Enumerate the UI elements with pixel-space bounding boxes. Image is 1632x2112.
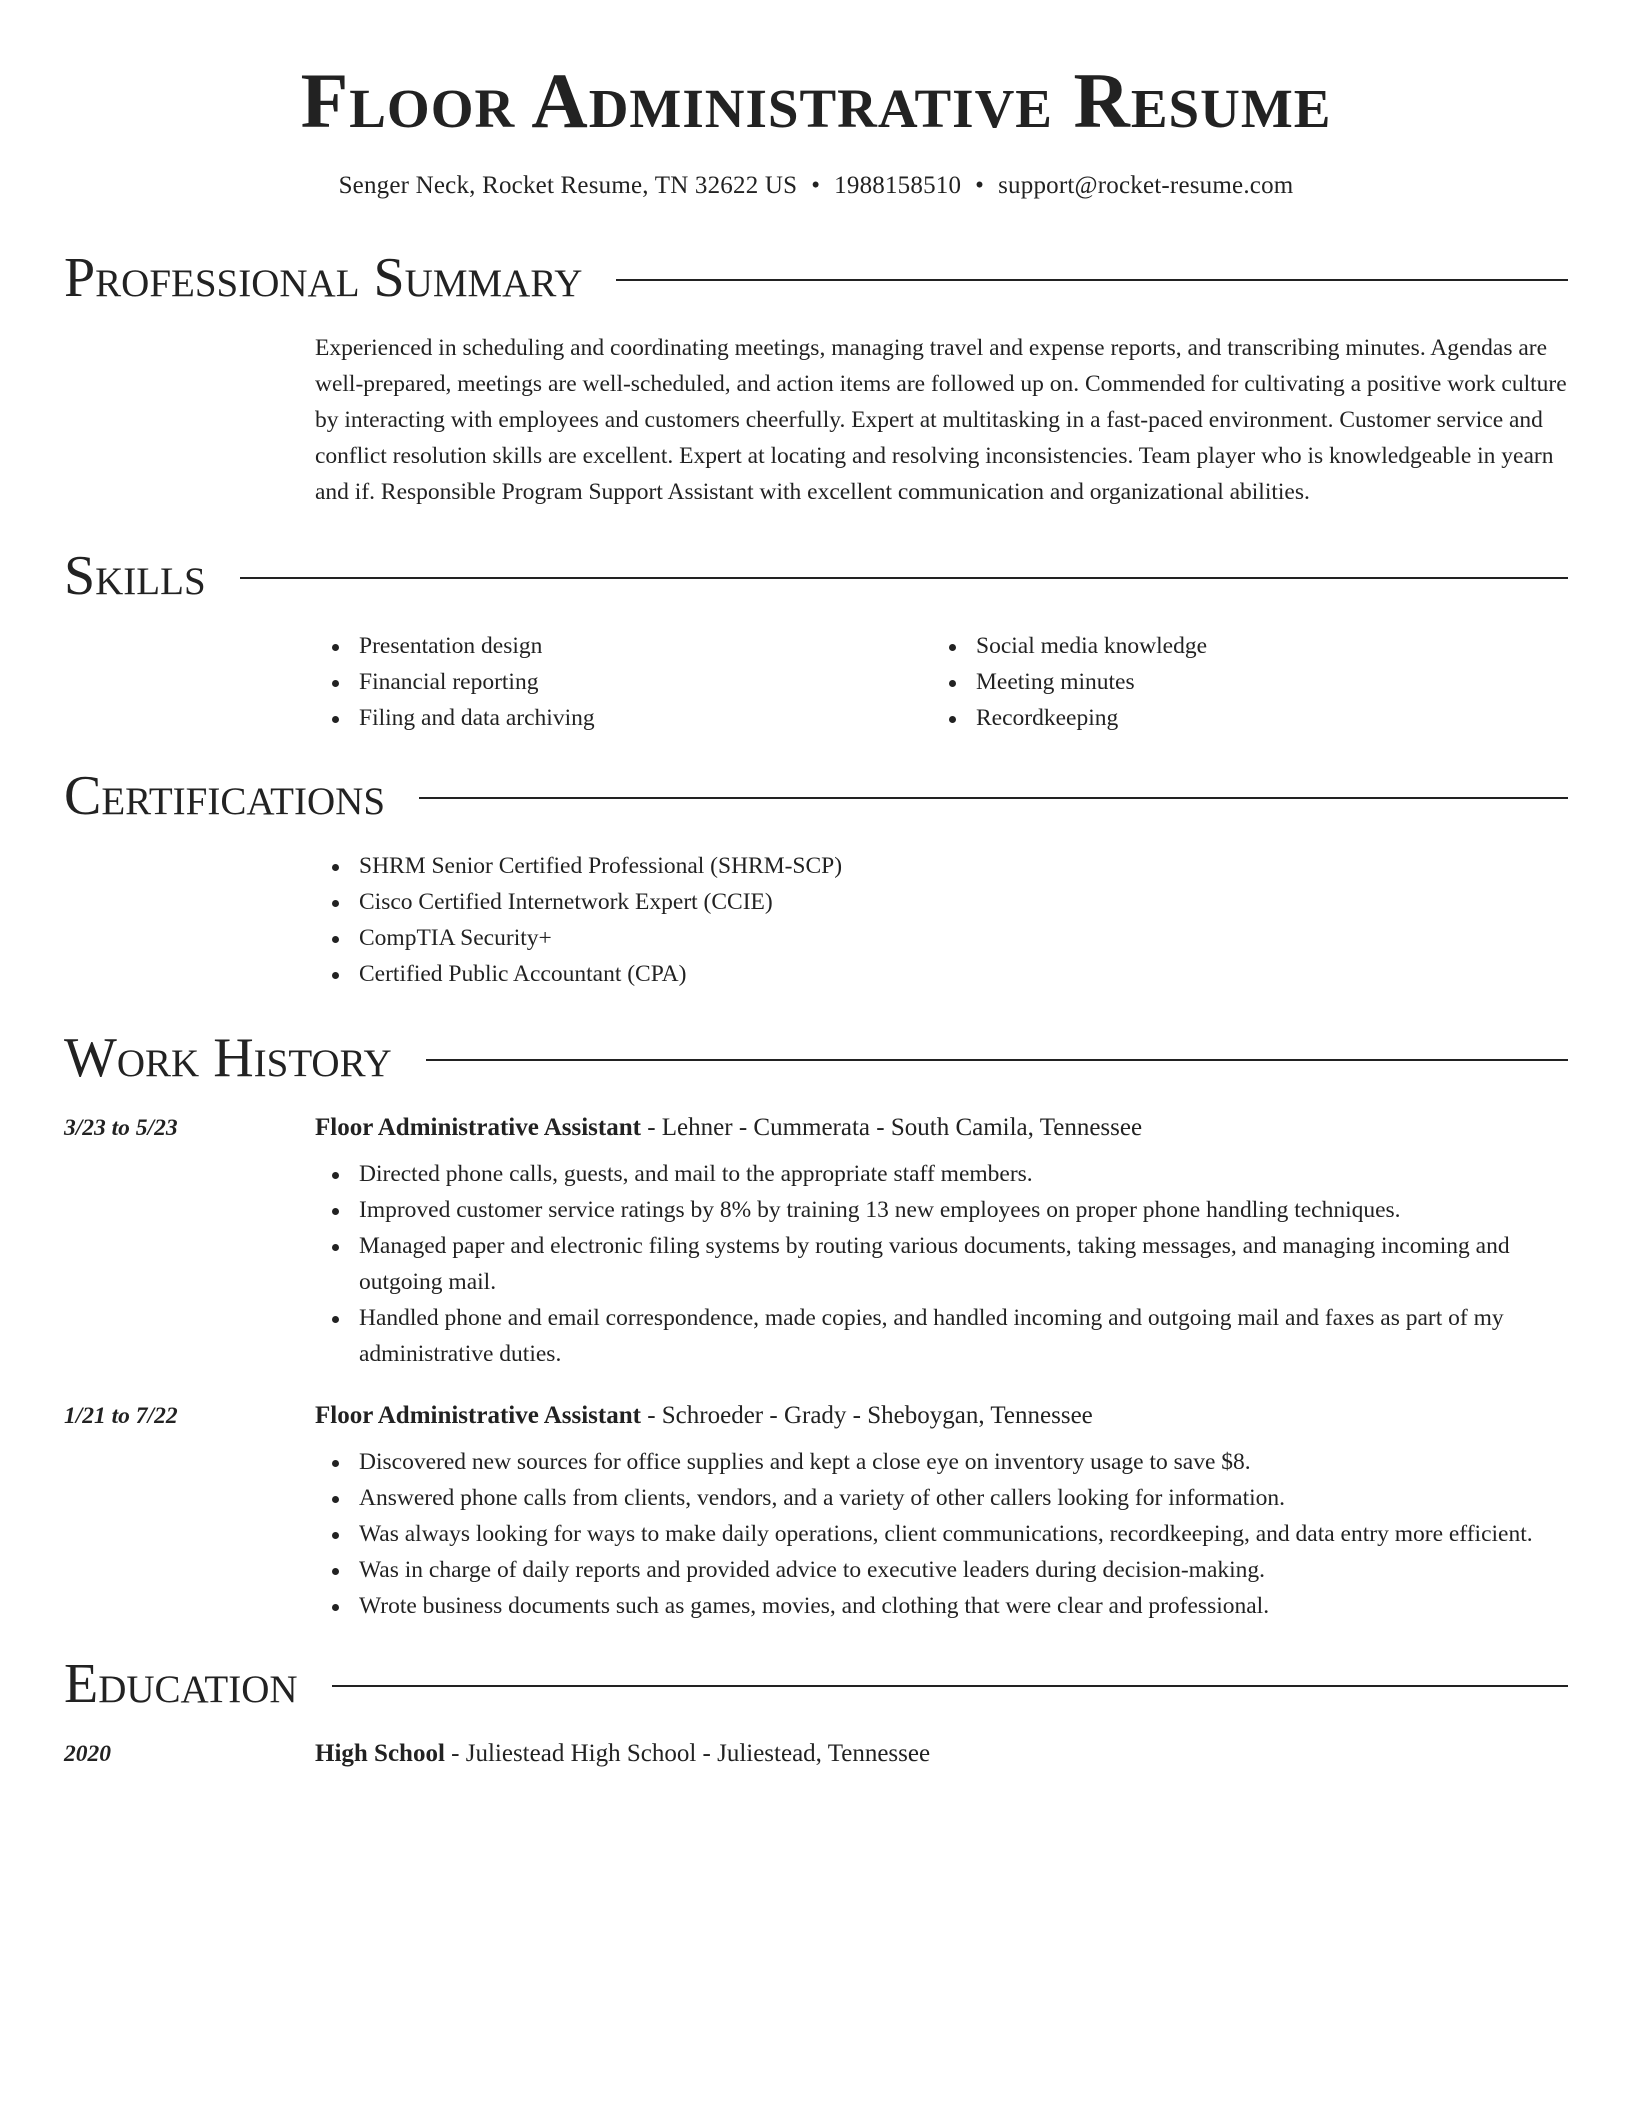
skill-item: Financial reporting: [315, 664, 932, 700]
section-divider: [419, 797, 1568, 799]
contact-phone: 1988158510: [834, 172, 962, 199]
summary-section: [64, 247, 1568, 510]
education-heading: Education: [64, 1653, 298, 1715]
certifications-section: [64, 765, 1568, 992]
education-degree: High School: [315, 1740, 445, 1767]
skills-column-right: [932, 628, 1549, 736]
contact-address: Senger Neck, Rocket Resume, TN 32622 US: [338, 172, 798, 199]
job-bullet: Was always looking for ways to make daily operations, client communications, recordkeeping, and data entry more efficient.: [315, 1516, 1568, 1552]
job-role: [315, 1402, 1093, 1430]
job-date: 1/21 to 7/22: [64, 1403, 178, 1429]
skills-list: [315, 628, 1568, 736]
section-divider: [426, 1059, 1568, 1061]
section-heading: [64, 765, 1568, 827]
contact-separator: •: [811, 172, 821, 199]
education-section: [64, 1653, 1568, 1768]
skills-column-left: [315, 628, 932, 736]
skill-item: Recordkeeping: [932, 700, 1549, 736]
skill-item: Filing and data archiving: [315, 700, 932, 736]
section-heading: [64, 247, 1568, 309]
job-header: [64, 1402, 1568, 1430]
job-bullet: Discovered new sources for office supplies and kept a close eye on inventory usage to save $8.: [315, 1444, 1568, 1480]
job-bullets: [315, 1444, 1568, 1624]
job-bullet: Improved customer service ratings by 8% by training 13 new employees on proper phone handling techniques.: [315, 1192, 1568, 1228]
resume-title: Floor Administrative Resume: [300, 57, 1332, 144]
resume-page: [64, 0, 1568, 1768]
job-employer: - Lehner - Cummerata - South Camila, Tennessee: [640, 1114, 1143, 1141]
certification-item: SHRM Senior Certified Professional (SHRM-SCP): [315, 848, 1568, 884]
job-bullet: Was in charge of daily reports and provided advice to executive leaders during decision-making.: [315, 1552, 1568, 1588]
section-heading: [64, 1027, 1568, 1089]
skills-heading: Skills: [64, 545, 206, 607]
job-bullet: Wrote business documents such as games, movies, and clothing that were clear and professional.: [315, 1588, 1568, 1624]
job-employer: - Schroeder - Grady - Sheboygan, Tennessee: [640, 1402, 1093, 1429]
job-date: 3/23 to 5/23: [64, 1115, 178, 1141]
skills-section: [64, 545, 1568, 736]
contact-email: support@rocket-resume.com: [998, 172, 1294, 199]
job-title: Floor Administrative Assistant: [315, 1114, 641, 1141]
job-title: Floor Administrative Assistant: [315, 1402, 641, 1429]
summary-heading: Professional Summary: [64, 247, 583, 309]
certification-item: Cisco Certified Internetwork Expert (CCIE): [315, 884, 1568, 920]
job-bullet: Directed phone calls, guests, and mail to the appropriate staff members.: [315, 1156, 1568, 1192]
skill-item: Social media knowledge: [932, 628, 1549, 664]
certification-item: CompTIA Security+: [315, 920, 1568, 956]
job-bullet: Answered phone calls from clients, vendors, and a variety of other callers looking for information.: [315, 1480, 1568, 1516]
work-history-section: [64, 1027, 1568, 1624]
contact-separator: •: [975, 172, 985, 199]
education-role: [315, 1740, 930, 1768]
education-entry: [64, 1740, 1568, 1768]
certification-item: Certified Public Accountant (CPA): [315, 956, 1568, 992]
education-school: - Juliestead High School - Juliestead, Tennessee: [444, 1740, 931, 1767]
job-bullets: [315, 1156, 1568, 1372]
skill-item: Meeting minutes: [932, 664, 1549, 700]
job-header: [64, 1114, 1568, 1142]
certifications-list: [315, 848, 1568, 992]
job-bullet: Managed paper and electronic filing systems by routing various documents, taking messages, and managing incoming and outgoing mail.: [315, 1228, 1568, 1300]
job-entry: [64, 1402, 1568, 1624]
education-date: 2020: [64, 1741, 111, 1767]
section-divider: [616, 279, 1568, 281]
job-bullet: Handled phone and email correspondence, made copies, and handled incoming and outgoing mail and faxes as part of my administrative duties.: [315, 1300, 1568, 1372]
section-heading: [64, 545, 1568, 607]
section-divider: [332, 1685, 1568, 1687]
job-entry: [64, 1114, 1568, 1372]
certifications-heading: Certifications: [64, 765, 386, 827]
work-history-heading: Work History: [64, 1027, 392, 1089]
summary-text: Experienced in scheduling and coordinating meetings, managing travel and expense reports, and transcribing minutes. Agendas are well-prepared, meetings are well-scheduled, and action items are followed up on. Commended for cultivating a positive work culture by interacting with employees and customers cheerfully. Expert at multitasking in a fast-paced environment. Customer service and conflict resolution skills are excellent. Expert at locating and resolving inconsistencies. Team player who is knowledgeable in yearn and if. Responsible Program Support Assistant with excellent communication and organizational abilities.: [315, 335, 1567, 505]
section-heading: [64, 1653, 1568, 1715]
education-header: [64, 1740, 1568, 1768]
section-divider: [240, 577, 1568, 579]
skill-item: Presentation design: [315, 628, 932, 664]
contact-line: [64, 172, 1568, 200]
job-role: [315, 1114, 1142, 1142]
